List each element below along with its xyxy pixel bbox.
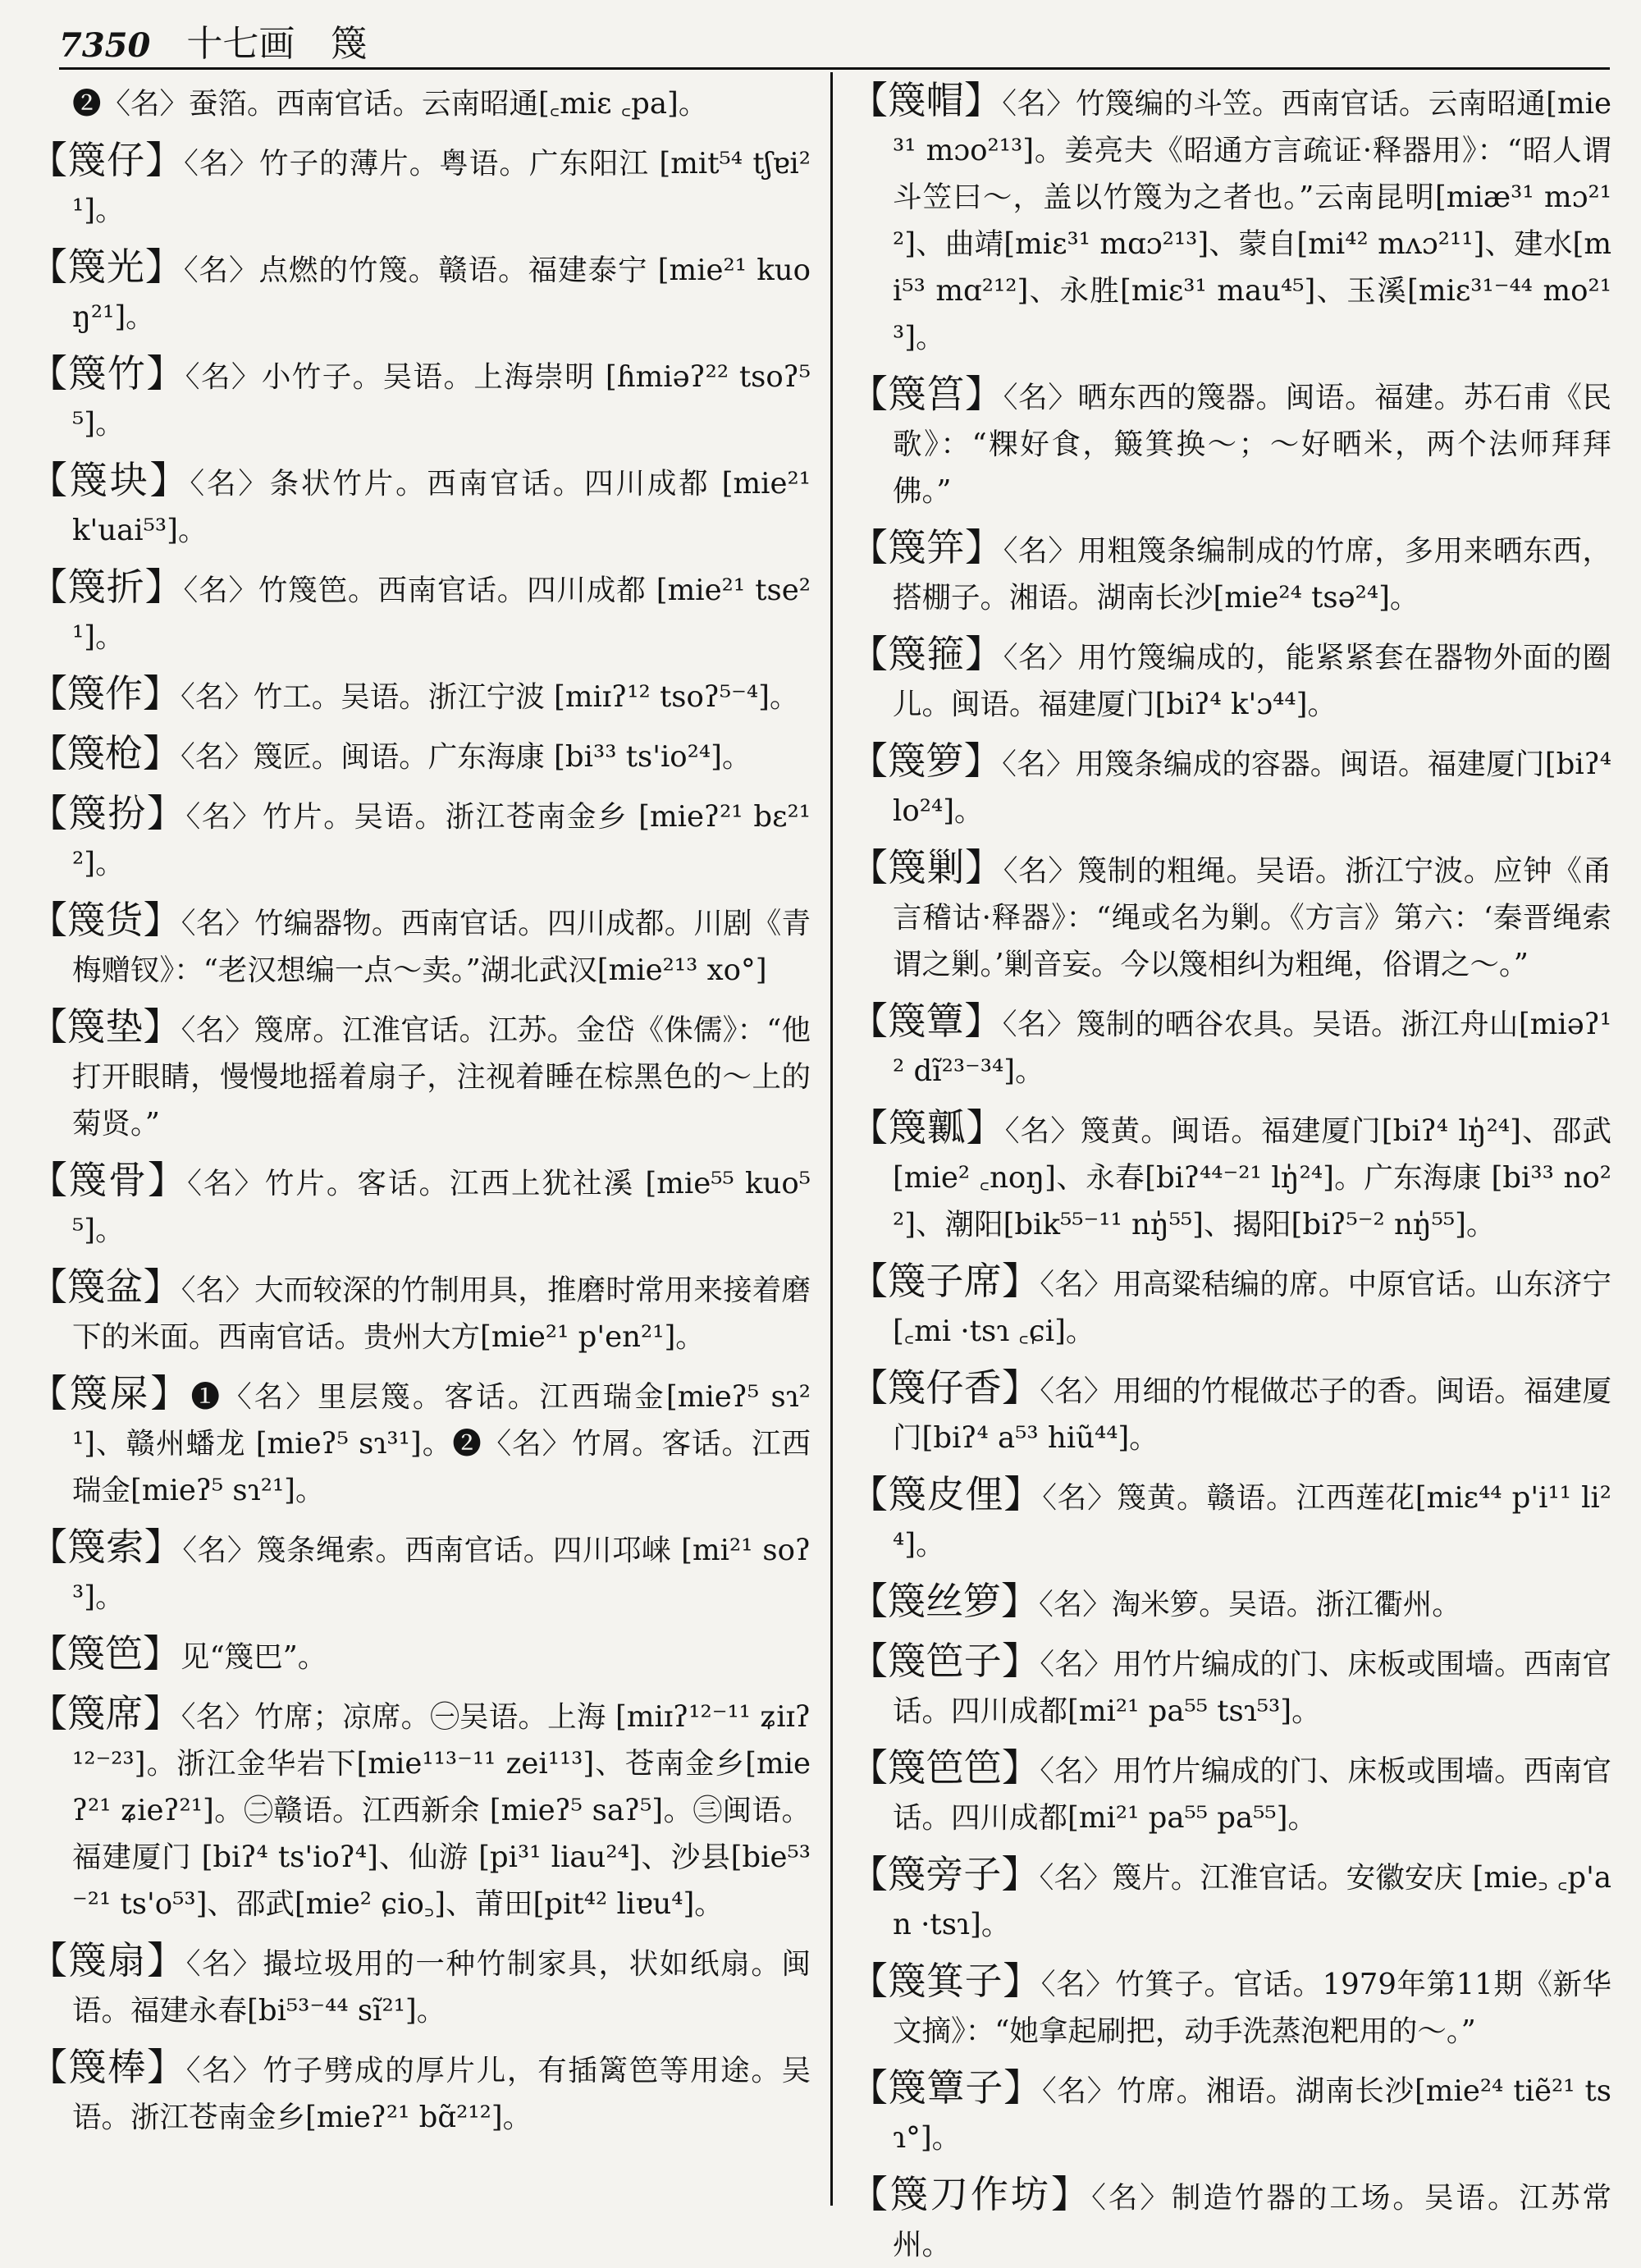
entry-text: 〈名〉淘米箩。吴语。浙江衢州。 <box>1039 1588 1461 1621</box>
entry-text: 〈名〉竹片。客话。江西上犹社溪 [mie⁵⁵ kuo⁵⁵]。 <box>72 1167 811 1247</box>
entry-headword: 【篾垫】 <box>30 1004 181 1049</box>
entry-headword: 【篾折】 <box>30 565 184 609</box>
entry <box>850 524 1611 621</box>
entry-text: 见“篾巴”。 <box>181 1640 327 1674</box>
entry-text: ❶〈名〉里层篾。客话。江西瑞金[mieʔ⁵ sɿ²¹]、赣州蟠龙 [mieʔ⁵ sɿ³¹]。❷〈名〉竹屑。客话。江西瑞金[mieʔ⁵ sɿ²¹]。 <box>72 1380 811 1507</box>
entry-text: 〈名〉竹箕子。官话。1979年第11期《新华文摘》：“她拿起刷把，动手洗蒸泡粑用的～。” <box>893 1968 1611 2048</box>
entry-text: 〈名〉用篾条编成的容器。闽语。福建厦门[biʔ⁴ lo²⁴]。 <box>893 748 1612 828</box>
entry-text: 〈名〉晒东西的篾器。闽语。福建。苏石甫《民歌》：“粿好食，簸箕换～；～好晒米，两个法师拜拜佛。” <box>893 381 1611 508</box>
entry <box>850 1578 1611 1628</box>
entry-headword: 【篾扮】 <box>30 791 186 835</box>
entry <box>30 1690 811 1927</box>
entry <box>850 77 1611 361</box>
entry-text: 〈名〉竹篾笆。西南官话。四川成都 [mie²¹ tse²¹]。 <box>72 574 811 654</box>
entry <box>30 457 811 554</box>
entry-text: 〈名〉制造竹器的工场。吴语。江苏常州。 <box>893 2181 1611 2261</box>
entry-headword: 【篾簟】 <box>850 999 1003 1043</box>
entry <box>30 2044 811 2141</box>
entry <box>850 738 1611 834</box>
entry-headword: 【篾皮俚】 <box>850 1472 1043 1516</box>
entry-headword: 【篾簟子】 <box>850 2065 1042 2110</box>
entry-text: 〈名〉篾片。江淮官话。安徽安庆 [mie꜆ ꜀p'an ·tsɿ]。 <box>893 1861 1611 1941</box>
entry-text: 〈名〉竹席。湘语。湖南长沙[mie²⁴ tiẽ²¹ tsɿ°]。 <box>893 2074 1612 2155</box>
entry <box>850 844 1611 988</box>
entry-text: 〈名〉竹片。吴语。浙江苍南金乡 [mieʔ²¹ bɛ²¹²]。 <box>72 800 811 880</box>
entry-headword: 【篾笄】 <box>850 525 1003 569</box>
entry-text: 〈名〉篾黄。赣语。江西莲花[miɛ⁴⁴ p'i¹¹ li²⁴]。 <box>893 1481 1612 1562</box>
entry <box>30 1264 811 1360</box>
page-header <box>59 15 1610 65</box>
entry-headword: 【篾盆】 <box>30 1264 181 1309</box>
entry <box>850 1365 1611 1461</box>
entry-headword: 【篾货】 <box>30 898 181 942</box>
entry-text: 〈名〉篾制的粗绳。吴语。浙江宁波。应钟《甬言稽诂·释器》：“绳或名为剿。《方言》第六：‘秦晋绳索谓之剿。’剿音妄。今以篾相纠为粗绳，俗谓之～。” <box>893 854 1611 981</box>
entry-text: 〈名〉撮垃圾用的一种竹制家具，状如纸扇。闽语。福建永春[bi⁵³⁻⁴⁴ sĩ²¹]。 <box>72 1947 811 2028</box>
entry <box>30 730 811 780</box>
entry-headword: 【篾块】 <box>30 458 190 502</box>
entry-headword: 【篾剿】 <box>850 845 1003 889</box>
entry-headword: 【篾箩】 <box>850 738 1003 783</box>
entry <box>850 1744 1611 1841</box>
entry <box>30 1630 811 1680</box>
entry-text: 〈名〉用竹片编成的门、床板或围墙。西南官话。四川成都[mi²¹ pa⁵⁵ tsɿ⁵³]。 <box>893 1648 1611 1728</box>
entry-headword: 【篾席】 <box>30 1691 181 1735</box>
entry-text: 〈名〉篾条绳索。西南官话。四川邛崃 [mi²¹ soʔ³]。 <box>72 1534 811 1614</box>
header-rule <box>59 67 1610 70</box>
entry <box>30 350 811 447</box>
entry-text: 〈名〉竹编器物。西南官话。四川成都。川剧《青梅赠钗》：“老汉想编一点～卖。”湖北武汉[mie²¹³ xo°] <box>72 907 811 987</box>
entry <box>30 1524 811 1621</box>
entry-text: 〈名〉条状竹片。西南官话。四川成都 [mie²¹ k'uai⁵³]。 <box>72 467 811 547</box>
entry <box>850 1958 1611 2055</box>
page-number: 7350 <box>59 26 151 65</box>
entry-text: 〈名〉小竹子。吴语。上海崇明 [ɦmiəʔ²² tsoʔ⁵⁵]。 <box>72 360 811 441</box>
entry <box>850 1471 1611 1568</box>
entry-headword: 【篾箕子】 <box>850 1959 1041 2003</box>
entry <box>30 897 811 994</box>
right-column <box>850 77 1612 2261</box>
entry <box>30 137 811 234</box>
entry-text: 〈名〉用粗篾条编制成的竹席，多用来晒东西，搭棚子。湘语。湖南长沙[mie²⁴ tsə²⁴]。 <box>893 534 1611 615</box>
entry <box>30 1004 811 1147</box>
entry-headword: 【篾竹】 <box>30 351 185 396</box>
entry-headword: 【篾笆】 <box>30 1631 181 1676</box>
entry <box>850 1104 1611 1248</box>
entry-text: 〈名〉竹工。吴语。浙江宁波 [miɪʔ¹² tsoʔ⁵⁻⁴]。 <box>181 680 799 714</box>
entry <box>30 1157 811 1254</box>
entry <box>30 1370 811 1514</box>
entry-headword: 【篾扇】 <box>30 1938 186 1982</box>
left-column <box>30 77 811 2207</box>
entry-text: ❷〈名〉蚕箔。西南官话。云南昭通[꜀miɛ ꜀pa]。 <box>72 87 708 121</box>
entry-text: 〈名〉竹子的薄片。粤语。广东阳江 [mit⁵⁴ tʃɐi²¹]。 <box>72 147 811 227</box>
column-divider <box>830 72 833 2206</box>
entry <box>30 244 811 341</box>
entry <box>850 2171 1611 2268</box>
entry-headword: 【篾帽】 <box>850 78 1003 122</box>
entry-text: 〈名〉竹篾编的斗笠。西南官话。云南昭通[mie³¹ mɔo²¹³]。姜亮夫《昭通方言疏证·释器用》：“昭人谓斗笠曰～，盖以竹篾为之者也。”云南昆明[miæ³¹ mɔ²¹²]、曲靖[miɛ³¹ mɑɔ²¹³]、蒙自[mi⁴² mʌɔ²¹¹]、建水[mi⁵³ mɑ²¹²]、永胜[miɛ³¹ mau⁴⁵]、玉溪[miɛ³¹⁻⁴⁴ mo²¹³]。 <box>893 87 1611 354</box>
entry <box>850 631 1611 728</box>
entry <box>30 670 811 720</box>
entry-text: 〈名〉篾席。江淮官话。江苏。金岱《侏儒》：“他打开眼睛，慢慢地摇着扇子，注视着睡在棕黑色的～上的菊贤。” <box>72 1013 811 1141</box>
entry <box>30 790 811 887</box>
entry-text: 〈名〉竹子劈成的厚片儿，有插篱笆等用途。吴语。浙江苍南金乡[mieʔ²¹ bɑ̃²¹²]。 <box>72 2054 811 2134</box>
entry-headword: 【篾丝箩】 <box>850 1579 1039 1623</box>
entry-headword: 【篾旁子】 <box>850 1852 1040 1896</box>
entry-text: 〈名〉竹席；凉席。㊀吴语。上海 [miɪʔ¹²⁻¹¹ ʑiɪʔ¹²⁻²³]。浙江金华岩下[mie¹¹³⁻¹¹ zei¹¹³]、苍南金乡[mieʔ²¹ ʑieʔ²¹]。㊁赣语。江西新余 [mieʔ⁵ saʔ⁵]。㊂闽语。福建厦门 [biʔ⁴ ts'ioʔ⁴]、仙游 [pi³¹ liau²⁴]、沙县[bie⁵³⁻²¹ ts'o⁵³]、邵武[mie² ɕio꜆]、莆田[pit⁴² liɐu⁴]。 <box>72 1700 811 1921</box>
entry-headword: 【篾箍】 <box>850 632 1003 676</box>
entry-headword: 【篾子席】 <box>850 1259 1040 1303</box>
entry-text: 〈名〉用细的竹棍做芯子的香。闽语。福建厦门[biʔ⁴ a⁵³ hiũ⁴⁴]。 <box>893 1374 1611 1455</box>
entry-headword: 【篾光】 <box>30 245 184 289</box>
entry-text: 〈名〉大而较深的竹制用具，推磨时常用来接着磨下的米面。西南官话。贵州大方[mie²¹ p'en²¹]。 <box>72 1273 811 1354</box>
entry-headword: 【篾棒】 <box>30 2045 186 2089</box>
entry <box>30 564 811 661</box>
entry <box>850 1851 1611 1948</box>
entry-headword: 【篾瓤】 <box>850 1105 1005 1150</box>
entry-text: 〈名〉用竹篾编成的，能紧紧套在器物外面的圈儿。闽语。福建厦门[biʔ⁴ k'ɔ⁴⁴]。 <box>893 641 1611 721</box>
entry-headword: 【篾仔】 <box>30 138 185 182</box>
entry <box>850 2065 1611 2161</box>
header-character: 篾 <box>331 23 368 65</box>
entry-headword: 【篾笆笆】 <box>850 1745 1040 1790</box>
entry-headword: 【篾仔香】 <box>850 1365 1040 1410</box>
entry-headword: 【篾骨】 <box>30 1158 188 1202</box>
entry-headword: 【篾筥】 <box>850 372 1003 416</box>
entry <box>850 371 1611 514</box>
entry-headword: 【篾屎】 <box>30 1371 191 1415</box>
entry <box>30 77 811 127</box>
entry-headword: 【篾枪】 <box>30 731 181 775</box>
stroke-count: 十七画 <box>186 23 295 65</box>
entry-text: 〈名〉用高粱秸编的席。中原官话。山东济宁[꜀mi ·tsɿ ꜀ɕi]。 <box>893 1268 1611 1348</box>
entry-text: 〈名〉篾匠。闽语。广东海康 [bi³³ ts'io²⁴]。 <box>181 740 752 774</box>
entry <box>850 1258 1611 1355</box>
entry-text: 〈名〉用竹片编成的门、床板或围墙。西南官话。四川成都[mi²¹ pa⁵⁵ pa⁵⁵]。 <box>893 1754 1611 1835</box>
entry-headword: 【篾作】 <box>30 671 181 716</box>
entry <box>850 998 1611 1095</box>
entry-headword: 【篾索】 <box>30 1525 183 1569</box>
entry-headword: 【篾笆子】 <box>850 1639 1040 1683</box>
entry <box>850 1638 1611 1735</box>
entry-headword: 【篾刀作坊】 <box>850 2172 1092 2216</box>
entry <box>30 1937 811 2034</box>
entry-text: 〈名〉篾制的晒谷农具。吴语。浙江舟山[miəʔ¹² dĩ²³⁻³⁴]。 <box>893 1008 1612 1088</box>
entry-text: 〈名〉点燃的竹篾。赣语。福建泰宁 [mie²¹ kuoŋ²¹]。 <box>72 254 811 334</box>
entry-text: 〈名〉篾黄。闽语。福建厦门[biʔ⁴ lŋ̍²⁴]、邵武[mie² ꜀noŋ]、永春[biʔ⁴⁴⁻²¹ lŋ̍²⁴]。广东海康 [bi³³ no²²]、潮阳[bik⁵⁵⁻¹¹ nŋ̍⁵⁵]、揭阳[biʔ⁵⁻² nŋ̍⁵⁵]。 <box>893 1114 1611 1241</box>
